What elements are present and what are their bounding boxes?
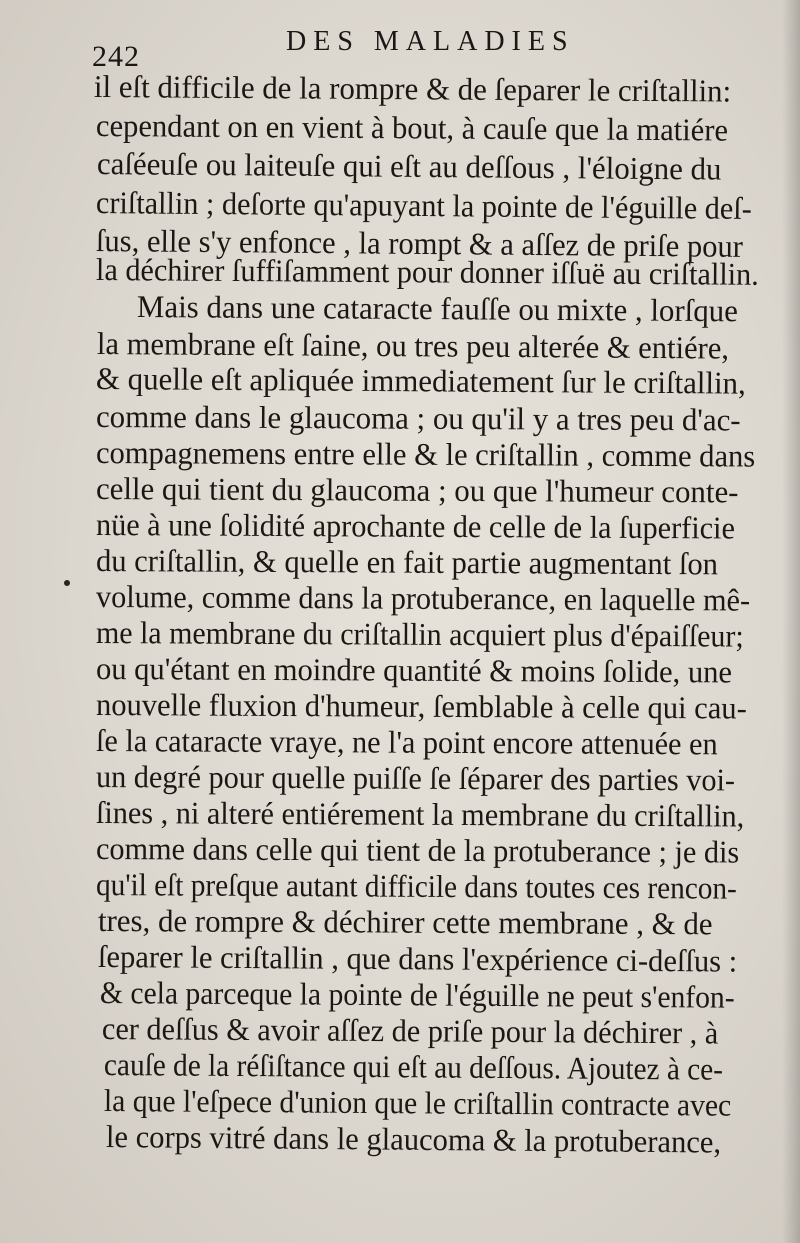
page-number: 242: [92, 40, 140, 73]
text-line: & quelle eſt apliquée immediatement ſur le criſtallin,: [95, 361, 746, 401]
text-line: comme dans le glaucoma ; ou qu'il y a tres peu d'ac-: [95, 399, 741, 438]
text-line: tres, de rompre & déchirer cette membrane , & de: [97, 903, 713, 942]
text-line: ſines , ni alteré entiérement la membrane du criſtallin,: [95, 795, 745, 834]
text-line: nüe à une ſolidité aprochante de celle de la ſuperficie: [95, 507, 736, 546]
text-line: celle qui tient du glaucoma ; ou que l'humeur conte-: [95, 471, 739, 510]
text-line: criſtallin ; deſorte qu'apuyant la pointe de l'éguille deſ-: [95, 185, 752, 226]
text-line: un degré pour quelle puiſſe ſe ſéparer des parties voi-: [95, 759, 736, 798]
text-line: ſeparer le criſtallin , que dans l'expérience ci-deſſus :: [97, 939, 738, 979]
text-line: volume, comme dans la protuberance, en laquelle mê-: [95, 579, 751, 618]
text-line: & cela parceque la pointe de l'éguille ne peut s'enfon-: [99, 975, 735, 1015]
text-line: la que l'eſpece d'union que le criſtallin contracte avec: [103, 1083, 732, 1123]
text-line: il eſt difficile de la rompre & de ſeparer le criſtallin:: [93, 69, 732, 109]
text-line: qu'il eſt preſque autant difficile dans toutes ces rencon-: [95, 867, 737, 906]
text-line: du criſtallin, & quelle en fait partie augmentant ſon: [95, 543, 719, 582]
text-line: le corps vitré dans le glaucoma & la protuberance,: [105, 1119, 722, 1160]
text-line: ſus, elle s'y enfonce , la rompt & a aſſez de priſe pour: [95, 223, 744, 264]
text-line: cauſe de la réſiſtance qui eſt au deſſous. Ajoutez à ce-: [103, 1047, 724, 1087]
text-line: cependant on en vient à bout, à cauſe que la matiére: [95, 108, 729, 148]
text-line: caſéeuſe ou laiteuſe qui eſt au deſſous , l'éloigne du: [96, 146, 722, 187]
text-line: Mais dans une cataracte fauſſe ou mixte , lorſque: [136, 289, 739, 329]
text-line: ou qu'étant en moindre quantité & moins ſolide, une: [95, 651, 733, 690]
text-line: la déchirer ſuffiſamment pour donner iſſuë au criſtallin.: [95, 252, 759, 292]
text-line: compagnemens entre elle & le criſtallin , comme dans: [95, 435, 756, 474]
text-line: la membrane eſt ſaine, ou tres peu alterée & entiére,: [96, 326, 730, 366]
text-line: comme dans celle qui tient de la protuberance ; je dis: [95, 831, 740, 870]
text-line: me la membrane du criſtallin acquiert plus d'épaiſſeur;: [95, 615, 744, 654]
running-head: DES MALADIES: [286, 26, 575, 57]
text-line: nouvelle fluxion d'humeur, ſemblable à celle qui cau-: [95, 687, 747, 726]
text-line: cer deſſus & avoir aſſez de priſe pour la déchirer , à: [101, 1011, 719, 1051]
text-line: ſe la cataracte vraye, ne l'a point encore attenuée en: [95, 723, 718, 762]
